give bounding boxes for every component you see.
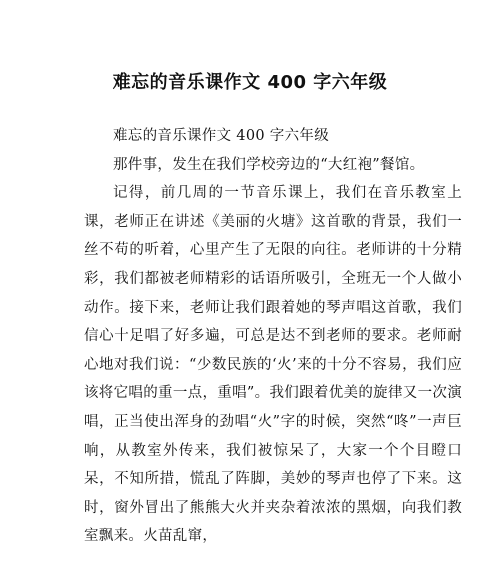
paragraph-1: 那件事，发生在我们学校旁边的“大红袍”餐馆。 xyxy=(113,156,425,173)
paragraph-repeat-title: 难忘的音乐课作文 400 字六年级 xyxy=(113,128,329,144)
document-body xyxy=(84,122,462,551)
paragraph-2: 记得，前几周的一节音乐课上，我们在音乐教室上课，老师正在讲述《美丽的火塘》这首歌的背景，我们一丝不苟的听着，心里产生了无限的向往。老师讲的十分精彩，我们都被老师精彩的话语所吸引，全班无一个人做小动作。接下来，老师让我们跟着她的琴声唱这首歌，我们信心十足唱了好多遍，可总是达不到老师的要求。老师耐心地对我们说：“少数民族的‘火’来的十分不容易，我们应该将它唱的重一点，重唱”。我们跟着优美的旋律又一次演唱，正当使出浑身的劲唱“火”字的时候，突然“咚”一声巨响，从教室外传来，我们被惊呆了，大家一个个目瞪口呆，不知所措，慌乱了阵脚，美妙的琴声也停了下来。这时，窗外冒出了熊熊大火并夹杂着浓浓的黑烟，向我们教室飘来。火苗乱窜， xyxy=(84,185,462,545)
document-title: 难忘的音乐课作文 400 字六年级 xyxy=(112,72,388,93)
